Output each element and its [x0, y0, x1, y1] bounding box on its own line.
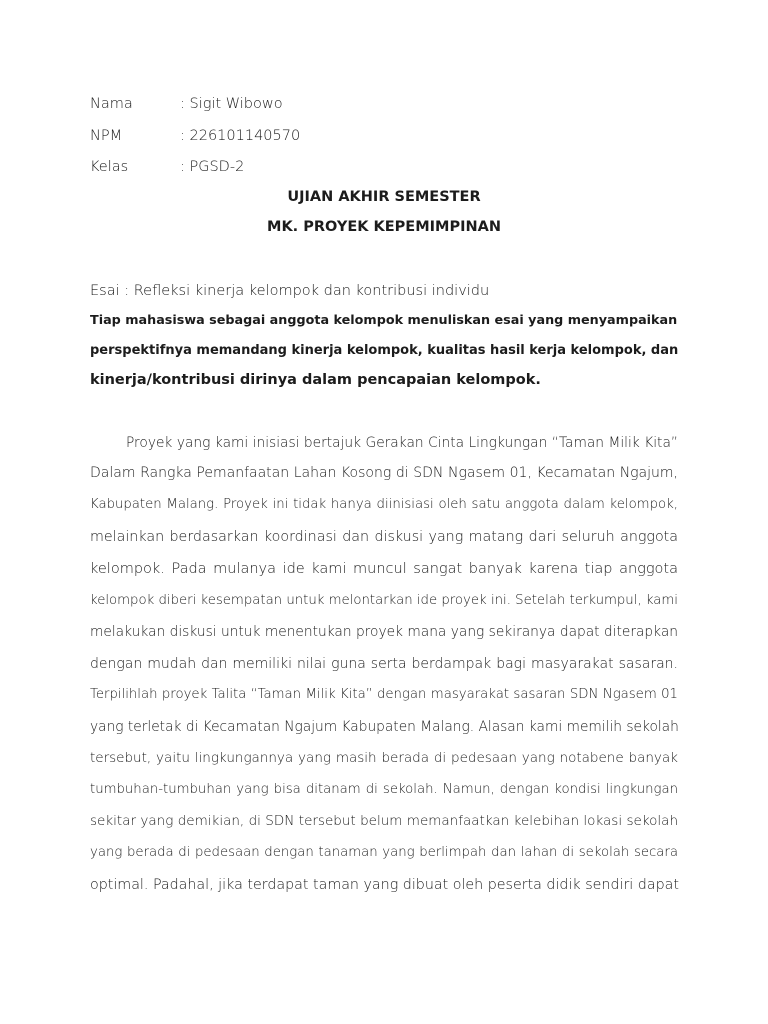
npm-value: : 226101140570 [180, 128, 301, 144]
body-line: optimal. Padahal, jika terdapat taman yang dibuat oleh peserta didik sendiri dapat [90, 877, 679, 893]
body-line: sekitar yang demikian, di SDN tersebut belum memanfaatkan kelebihan lokasi sekolah [90, 813, 678, 829]
body-line: Kabupaten Malang. Proyek ini tidak hanya diinisiasi oleh satu anggota dalam kelompok, [90, 497, 678, 512]
prompt-line: perspektifnya memandang kinerja kelompok, kualitas hasil kerja kelompok, dan [90, 343, 679, 358]
name-label: Nama [90, 96, 133, 112]
body-line: Proyek yang kami inisiasi bertajuk Gerakan Cinta Lingkungan “Taman Milik Kita” [126, 435, 678, 451]
course-title: MK. PROYEK KEPEMIMPINAN [267, 219, 501, 235]
body-line: dengan mudah dan memiliki nilai guna serta berdampak bagi masyarakat sasaran. [90, 656, 678, 672]
npm-label: NPM [90, 128, 123, 144]
name-row [90, 94, 283, 114]
npm-row [90, 126, 300, 146]
body-line: melakukan diskusi untuk menentukan proyek mana yang sekiranya dapat diterapkan [90, 624, 678, 640]
name-value: : Sigit Wibowo [180, 96, 283, 112]
body-line: yang terletak di Kecamatan Ngajum Kabupaten Malang. Alasan kami memilih sekolah [90, 719, 679, 735]
body-line: kelompok diberi kesempatan untuk melontarkan ide proyek ini. Setelah terkumpul, kami [90, 593, 678, 608]
body-line: Dalam Rangka Pemanfaatan Lahan Kosong di SDN Ngasem 01, Kecamatan Ngajum, [90, 465, 678, 481]
body-line: melainkan berdasarkan koordinasi dan diskusi yang matang dari seluruh anggota [90, 529, 678, 545]
essay-label: Esai : Refleksi kinerja kelompok dan kontribusi individu [90, 283, 490, 299]
exam-title: UJIAN AKHIR SEMESTER [287, 189, 481, 205]
prompt-line: kinerja/kontribusi dirinya dalam pencapaian kelompok. [90, 372, 541, 388]
body-line: Terpilihlah proyek Talita “Taman Milik Kita” dengan masyarakat sasaran SDN Ngasem 01 [90, 687, 678, 702]
kelas-row [90, 157, 244, 177]
kelas-value: : PGSD-2 [180, 159, 245, 175]
body-line: tumbuhan-tumbuhan yang bisa ditanam di sekolah. Namun, dengan kondisi lingkungan [90, 782, 678, 797]
kelas-label: Kelas [90, 159, 129, 175]
prompt-line: Tiap mahasiswa sebagai anggota kelompok menuliskan esai yang menyampaikan [90, 313, 678, 328]
body-line: tersebut, yaitu lingkungannya yang masih berada di pedesaan yang notabene banyak [90, 750, 678, 766]
body-line: yang berada di pedesaan dengan tanaman yang berlimpah dan lahan di sekolah secara [90, 845, 678, 860]
body-line: kelompok. Pada mulanya ide kami muncul sangat banyak karena tiap anggota [90, 561, 678, 577]
